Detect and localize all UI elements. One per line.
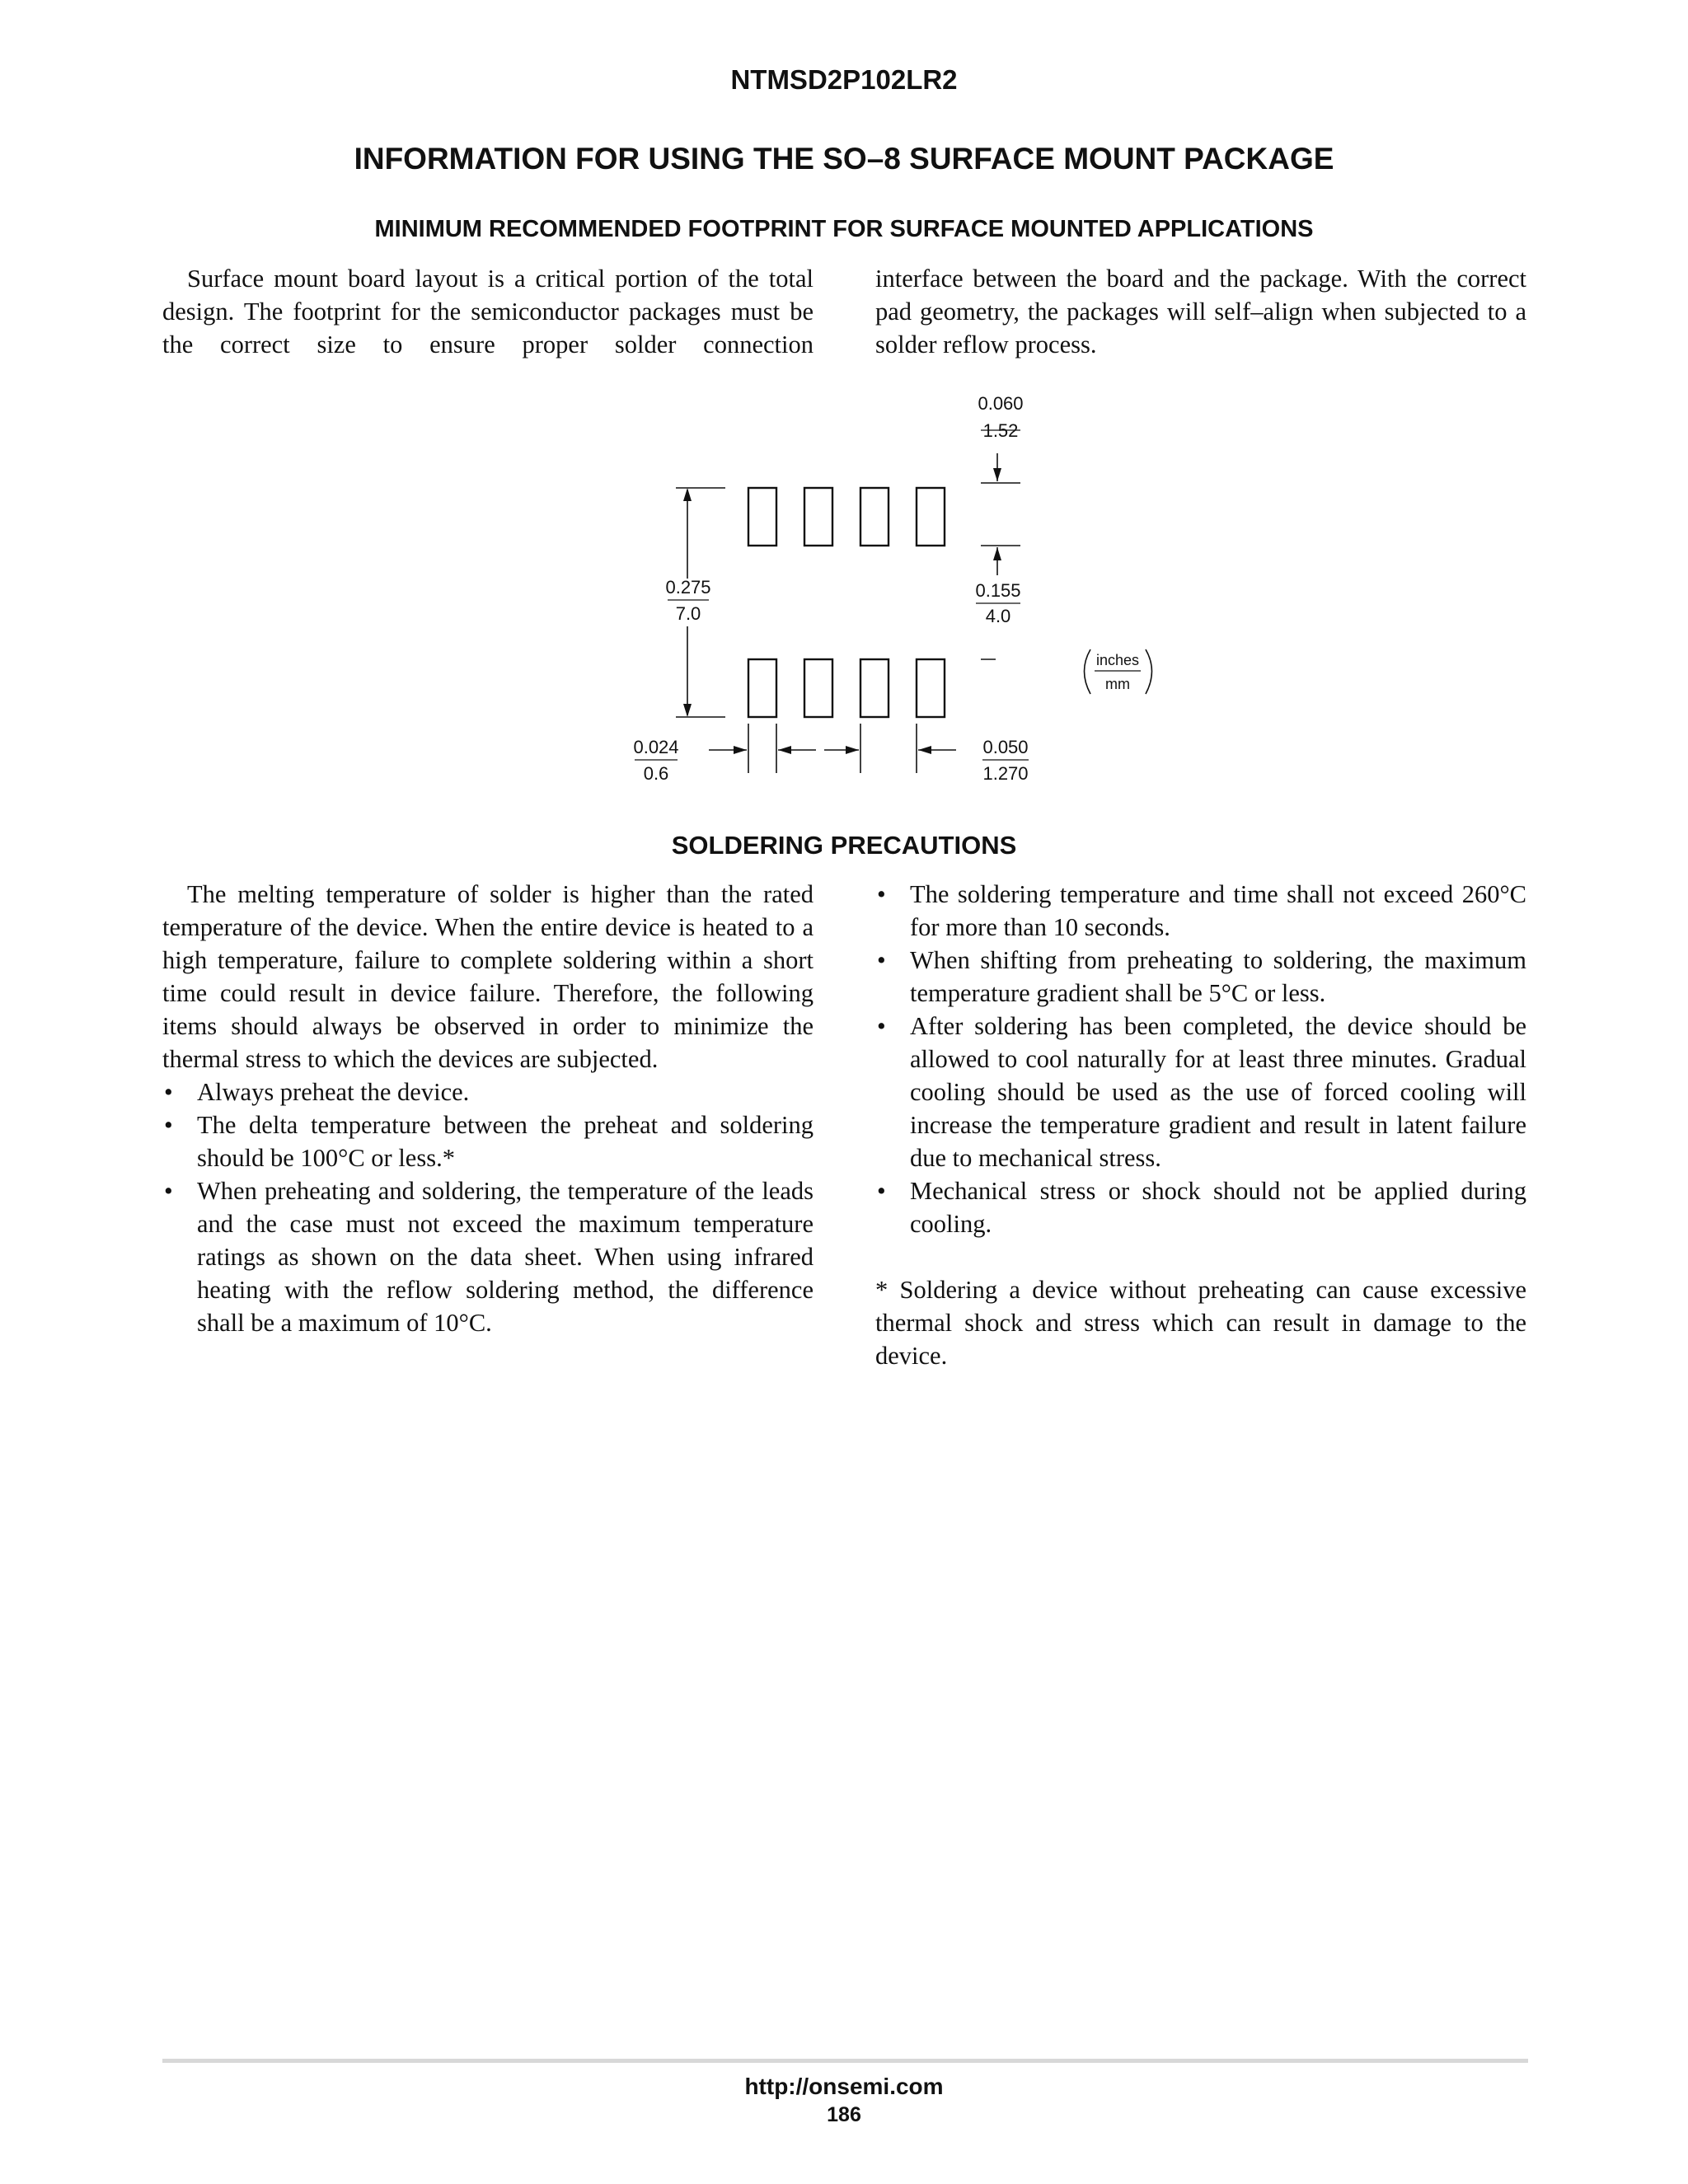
part-number: NTMSD2P102LR2 <box>730 64 958 95</box>
list-item: • The delta temperature between the preheat and soldering should be 100°C or less.* <box>162 1108 814 1174</box>
dim-pitch-mm: 1.270 <box>982 763 1029 784</box>
footer-divider <box>162 2059 1528 2063</box>
dim-pitch-inches: 0.050 <box>982 737 1029 757</box>
dim-pad-width-mm: 1.52 <box>982 420 1019 441</box>
intro-left-text: Surface mount board layout is a critical portion of the total design. The footprint for the semiconductor packages must be the correct size to ensure proper solder connection <box>162 265 814 359</box>
dim-pad-small-inches: 0.024 <box>633 737 679 757</box>
dim-gap-inches: 0.155 <box>975 580 1021 601</box>
page-title: INFORMATION FOR USING THE SO–8 SURFACE MOUNT PACKAGE <box>354 142 1334 176</box>
dim-pad-width-inches: 0.060 <box>978 393 1024 414</box>
dim-overall-mm: 7.0 <box>675 603 701 624</box>
list-item: • The soldering temperature and time shall not exceed 260°C for more than 10 seconds. <box>875 878 1526 944</box>
footprint-pad <box>917 659 945 717</box>
footprint-pad <box>860 659 889 717</box>
list-item: • When shifting from preheating to soldering, the maximum temperature gradient shall be 5°C or less. <box>875 944 1526 1010</box>
intro-right-column <box>875 262 1526 361</box>
footprint-pad <box>860 488 889 546</box>
footprint-pad <box>748 488 776 546</box>
unit-legend-inches: inches <box>1095 652 1140 668</box>
footprint-pad <box>917 488 945 546</box>
soldering-footnote: * Soldering a device without preheating can cause excessive thermal shock and stress which can result in damage to the device. <box>875 1276 1526 1370</box>
intro-right-text: interface between the board and the package. With the correct pad geometry, the packages will self–align when subjected to a solder reflow process. <box>875 265 1526 359</box>
list-item: • Always preheat the device. <box>162 1076 814 1108</box>
soldering-right-column <box>875 878 1526 1372</box>
list-item: • After soldering has been completed, the device should be allowed to cool naturally for at least three minutes. Gradual cooling should be used as the use of forced cooling will increase the temperature gradient and result in latent failure due to mechanical stress. <box>875 1010 1526 1174</box>
list-item: • Mechanical stress or shock should not be applied during cooling. <box>875 1174 1526 1240</box>
footprint-pad <box>804 488 832 546</box>
dim-gap-mm: 4.0 <box>985 606 1011 626</box>
footprint-pad <box>748 659 776 717</box>
soldering-intro-text: The melting temperature of solder is higher than the rated temperature of the device. When the entire device is heated to a high temperature, failure to complete soldering within a short time could result in device failure. Therefore, the following items should always be observed in order to minimize the thermal stress to which the devices are subjected. <box>162 880 814 1073</box>
soldering-left-column <box>162 878 814 1339</box>
page-number: 186 <box>827 2103 861 2126</box>
section-title-soldering: SOLDERING PRECAUTIONS <box>671 831 1017 860</box>
list-item: • When preheating and soldering, the temperature of the leads and the case must not exceed the maximum temperature ratings as shown on the data sheet. When using infrared heating with the reflow soldering method, the difference shall be a maximum of 10°C. <box>162 1174 814 1339</box>
footprint-diagram <box>626 387 1170 799</box>
dim-overall-inches: 0.275 <box>665 577 711 598</box>
footer-url-link[interactable]: http://onsemi.com <box>744 2074 944 2099</box>
section-title-footprint: MINIMUM RECOMMENDED FOOTPRINT FOR SURFACE MOUNTED APPLICATIONS <box>374 216 1314 242</box>
dim-pad-small-mm: 0.6 <box>643 763 669 784</box>
intro-left-column <box>162 262 814 361</box>
unit-legend-mm: mm <box>1105 676 1130 692</box>
footprint-pad <box>804 659 832 717</box>
